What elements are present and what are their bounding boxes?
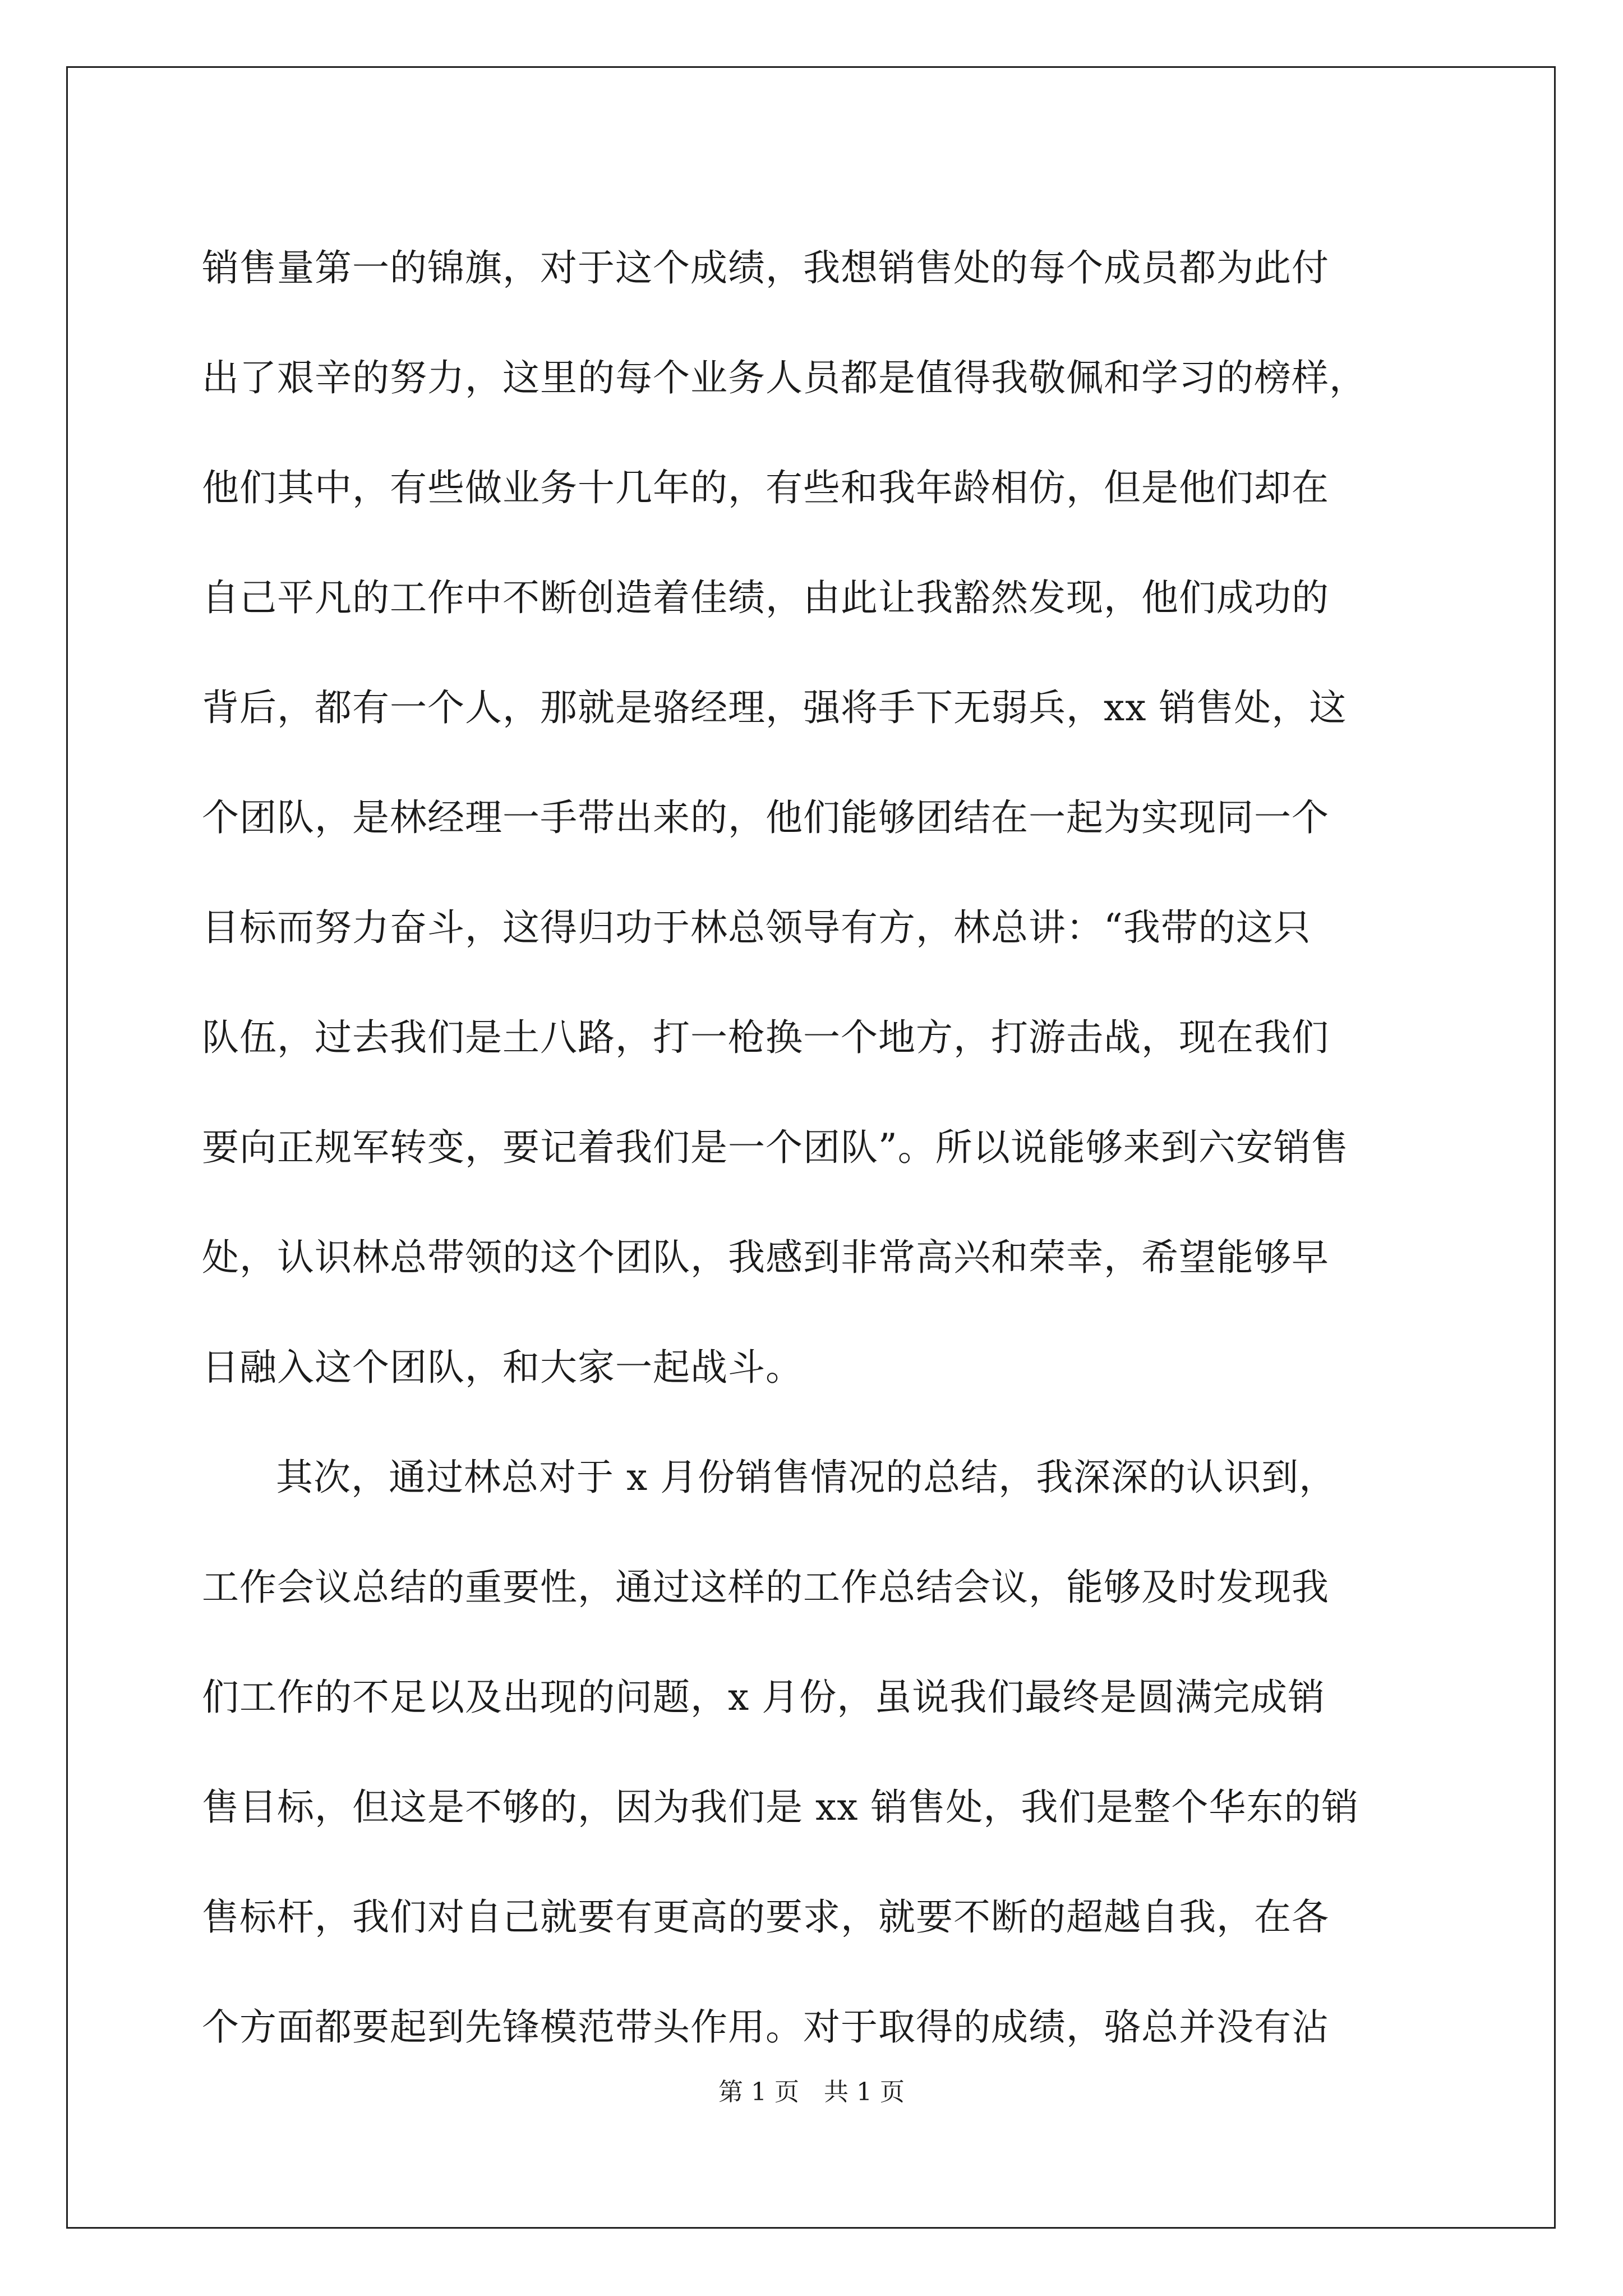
text-line: 个团队，是林经理一手带出来的，他们能够团结在一起为实现同一个 <box>202 796 1329 839</box>
text-line: 日融入这个团队，和大家一起战斗。 <box>202 1346 803 1389</box>
text-line: 售目标，但这是不够的，因为我们是 xx 销售处，我们是整个华东的销 <box>202 1786 1359 1829</box>
text-line: 自己平凡的工作中不断创造着佳绩，由此让我豁然发现，他们成功的 <box>202 576 1329 619</box>
paragraph-start-line: 其次，通过林总对于 x 月份销售情况的总结，我深深的认识到， <box>276 1456 1337 1499</box>
text-line: 们工作的不足以及出现的问题，x 月份，虽说我们最终是圆满完成销 <box>202 1676 1326 1719</box>
text-line: 工作会议总结的重要性，通过这样的工作总结会议，能够及时发现我 <box>202 1566 1329 1609</box>
text-line: 出了艰辛的努力，这里的每个业务人员都是值得我敬佩和学习的榜样， <box>202 356 1367 399</box>
text-line: 背后，都有一个人，那就是骆经理，强将手下无弱兵，xx 销售处，这 <box>202 686 1347 729</box>
text-line: 要向正规军转变，要记着我们是一个团队”。所以说能够来到六安销售 <box>202 1126 1349 1169</box>
page-number-footer: 第 1 页 共 1 页 <box>718 2078 905 2106</box>
text-line: 目标而努力奋斗，这得归功于林总领导有方，林总讲：“我带的这只 <box>202 906 1311 949</box>
text-line: 队伍，过去我们是土八路，打一枪换一个地方，打游击战，现在我们 <box>202 1016 1329 1059</box>
text-line: 售标杆，我们对自己就要有更高的要求，就要不断的超越自我，在各 <box>202 1895 1329 1939</box>
document-body <box>202 213 1424 2082</box>
text-line: 处，认识林总带领的这个团队，我感到非常高兴和荣幸，希望能够早 <box>202 1236 1329 1279</box>
text-line: 销售量第一的锦旗，对于这个成绩，我想销售处的每个成员都为此付 <box>202 246 1329 289</box>
text-line: 他们其中，有些做业务十几年的，有些和我年龄相仿，但是他们却在 <box>202 466 1329 509</box>
text-line: 个方面都要起到先锋模范带头作用。对于取得的成绩，骆总并没有沾 <box>202 2005 1329 2049</box>
